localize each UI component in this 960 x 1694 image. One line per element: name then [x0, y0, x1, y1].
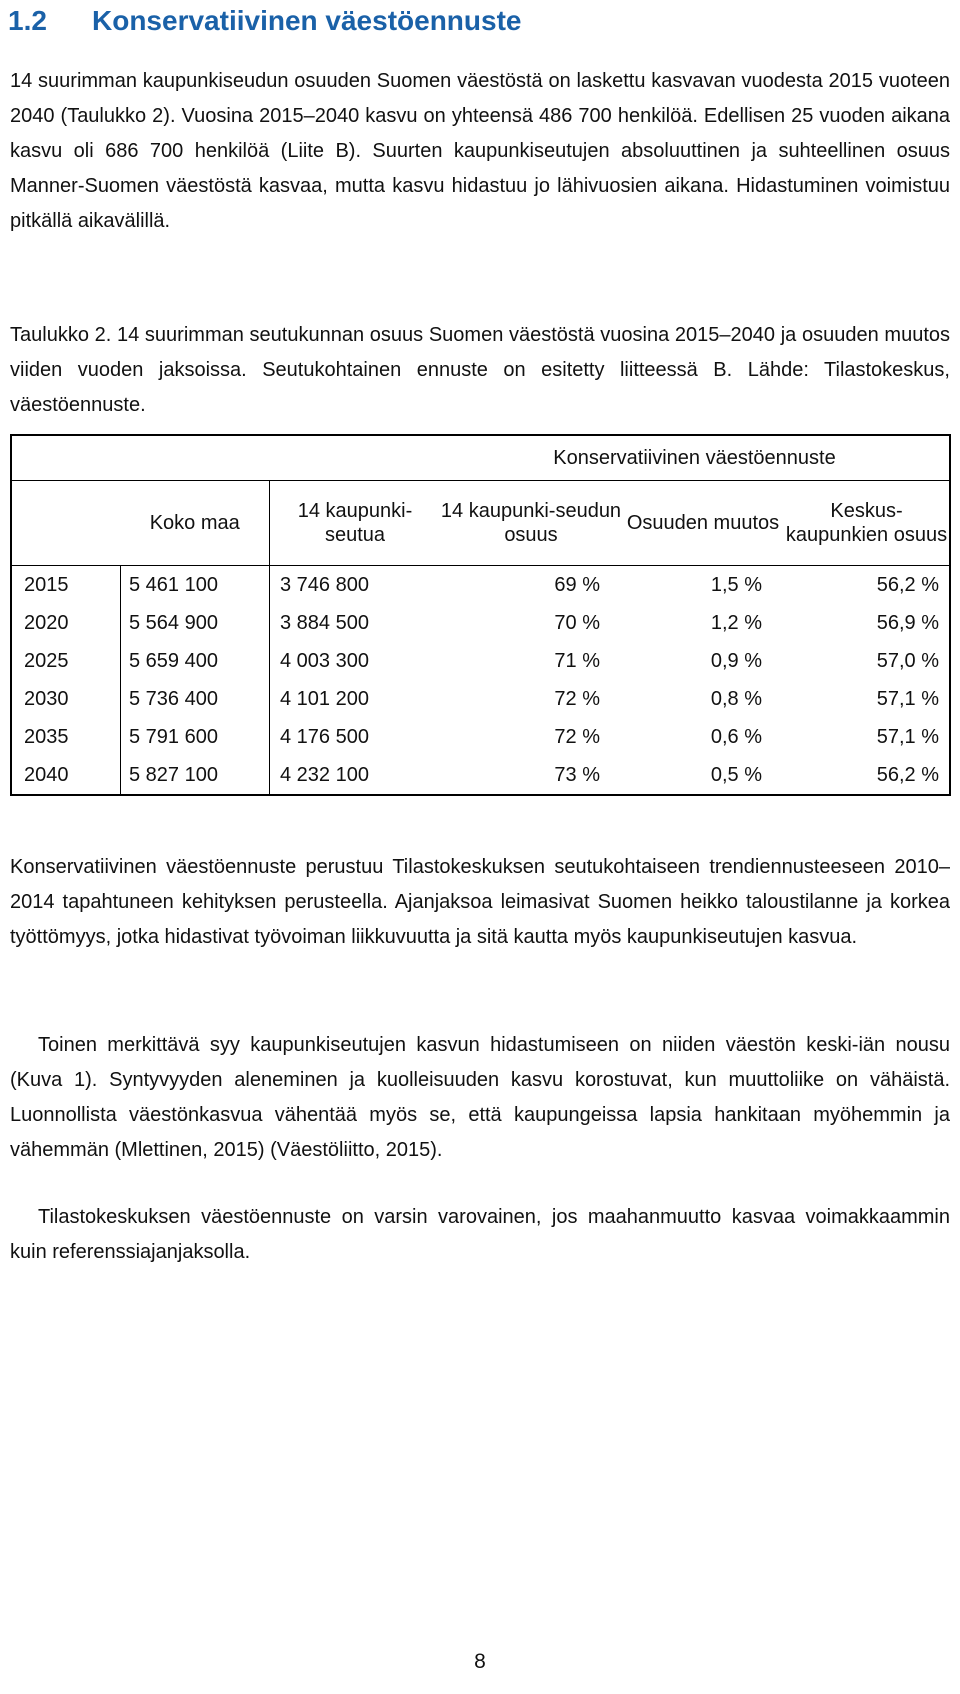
paragraph-immigration: Tilastokeskuksen väestöennuste on varsin varovainen, jos maahanmuutto kasvaa voimakkaammin kuin referenssiajanjaksolla. — [10, 1206, 950, 1263]
table-corner-cell — [11, 435, 440, 481]
table-group-header: Konservatiivinen väestöennuste — [440, 435, 950, 481]
table-row — [11, 718, 950, 756]
table-row — [11, 642, 950, 680]
paragraph-aging: Toinen merkittävä syy kaupunkiseutujen kasvun hidastumiseen on niiden väestön keski-iän nousu (Kuva 1). Syntyvyyden aleneminen ja kuolleisuuden kasvu korostuvat, kun muuttoliike on vähäistä. Luonnollista väestönkasvua vähentää myös se, että kaupungeissa lapsia hankitaan myöhemmin ja vähemmän (Mlettinen, 2015) (Väestöliitto, 2015). — [10, 1034, 950, 1161]
osuus-cell: 72 % — [554, 725, 600, 748]
section-title: Konservatiivinen väestöennuste — [92, 5, 522, 36]
keskus-cell: 57,1 % — [784, 680, 950, 718]
year-cell: 2025 — [11, 642, 121, 680]
muutos-cell: 1,2 % — [710, 611, 762, 634]
osuus-cell: 69 % — [554, 573, 600, 596]
koko-maa-cell: 5 659 400 — [121, 642, 270, 680]
kaupunkiseutua-cell: 4 003 300 — [280, 649, 369, 672]
header-osuus: 14 kaupunki-seudun osuus — [440, 481, 622, 566]
muutos-cell: 0,6 % — [710, 725, 762, 748]
keskus-cell: 56,9 % — [784, 604, 950, 642]
table-row — [11, 680, 950, 718]
osuus-cell: 73 % — [440, 756, 622, 795]
table-row — [11, 604, 950, 642]
year-cell: 2030 — [11, 680, 121, 718]
muutos-cell: 0,8 % — [710, 687, 762, 710]
page-number: 8 — [474, 1650, 486, 1673]
year-cell: 2040 — [11, 756, 121, 795]
muutos-cell: 0,9 % — [710, 649, 762, 672]
year-cell: 2020 — [11, 604, 121, 642]
paragraph-trend-basis: Konservatiivinen väestöennuste perustuu Tilastokeskuksen seutukohtaiseen trendiennusteeseen 2010–2014 tapahtuneen kehityksen perusteella. Ajanjaksoa leimasivat Suomen heikko taloustilanne ja korkea työttömyys, jotka hidastivat työvoiman liikkuvuutta ja sitä kautta myös kaupunkiseutujen kasvua. — [10, 856, 950, 948]
section-number: 1.2 — [8, 5, 47, 36]
kaupunkiseutua-cell: 3 746 800 — [280, 573, 369, 596]
year-header — [11, 481, 121, 566]
kaupunkiseutua-cell: 4 101 200 — [280, 687, 369, 710]
koko-maa-cell: 5 791 600 — [121, 718, 270, 756]
table-caption: Taulukko 2. 14 suurimman seutukunnan osuus Suomen väestöstä vuosina 2015–2040 ja osuuden muutos viiden vuoden jaksoissa. Seutukohtainen ennuste on esitetty liitteessä B. Lähde: Tilastokeskus, väestöennuste. — [10, 324, 950, 416]
header-keskuskaupunkien-osuus: Keskus-kaupunkien osuus — [784, 481, 950, 566]
table-row — [11, 566, 950, 605]
kaupunkiseutua-cell: 3 884 500 — [280, 611, 369, 634]
keskus-cell: 57,1 % — [784, 718, 950, 756]
section-heading — [8, 4, 521, 38]
kaupunkiseutua-cell: 4 232 100 — [270, 756, 441, 795]
keskus-cell: 56,2 % — [784, 756, 950, 795]
koko-maa-cell: 5 736 400 — [121, 680, 270, 718]
table-group-header-row — [11, 435, 950, 481]
koko-maa-cell: 5 461 100 — [121, 566, 270, 605]
koko-maa-cell: 5 564 900 — [121, 604, 270, 642]
muutos-cell: 0,5 % — [622, 756, 784, 795]
muutos-cell: 1,5 % — [710, 573, 762, 596]
table-column-header-row — [11, 481, 950, 566]
osuus-cell: 70 % — [554, 611, 600, 634]
intro-paragraph: 14 suurimman kaupunkiseudun osuuden Suomen väestöstä on laskettu kasvavan vuodesta 2015 vuoteen 2040 (Taulukko 2). Vuosina 2015–2040 kasvu on yhteensä 486 700 henkilöä. Edellisen 25 vuoden aikana kasvu oli 686 700 henkilöä (Liite B). Suurten kaupunkiseutujen absoluuttinen ja suhteellinen osuus Manner-Suomen väestöstä kasvaa, mutta kasvu hidastuu jo lähivuosien aikana. Hidastuminen voimistuu pitkällä aikavälillä. — [10, 70, 950, 232]
keskus-cell: 57,0 % — [784, 642, 950, 680]
koko-maa-cell: 5 827 100 — [121, 756, 270, 795]
year-cell: 2015 — [11, 566, 121, 605]
header-kaupunkiseutua: 14 kaupunki-seutua — [270, 481, 441, 566]
osuus-cell: 72 % — [554, 687, 600, 710]
osuus-cell: 71 % — [554, 649, 600, 672]
table-row — [11, 756, 950, 795]
year-cell: 2035 — [11, 718, 121, 756]
header-muutos: Osuuden muutos — [622, 481, 784, 566]
population-table — [10, 434, 951, 796]
header-koko-maa: Koko maa — [121, 481, 270, 566]
keskus-cell: 56,2 % — [784, 566, 950, 605]
kaupunkiseutua-cell: 4 176 500 — [280, 725, 369, 748]
